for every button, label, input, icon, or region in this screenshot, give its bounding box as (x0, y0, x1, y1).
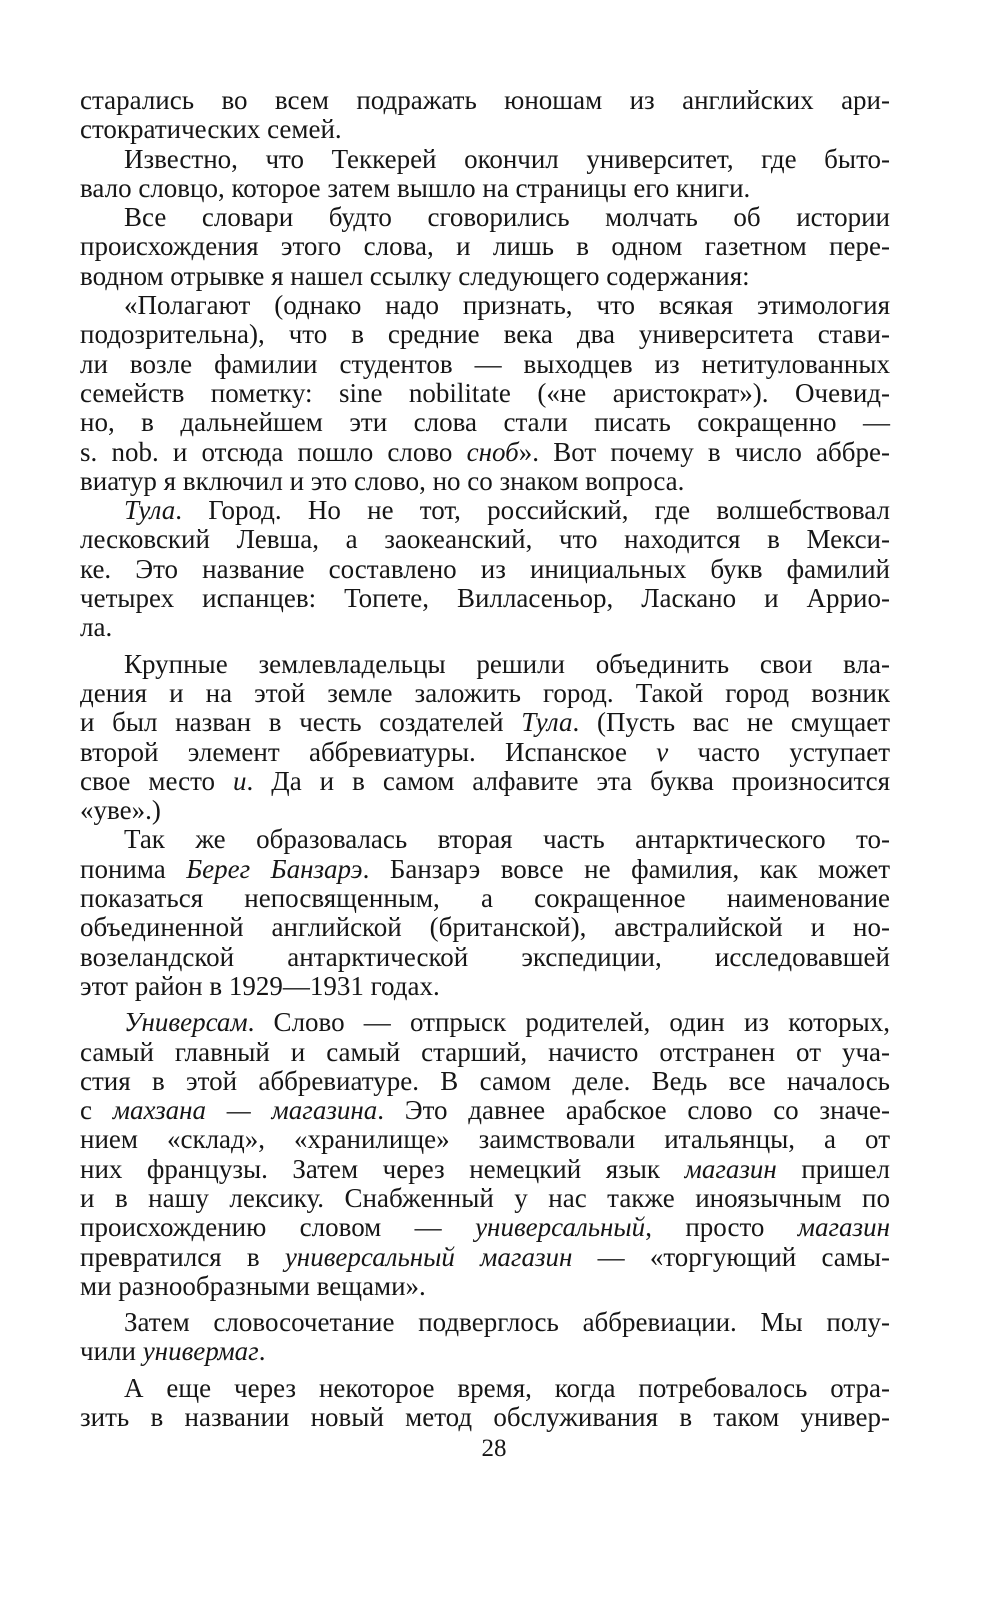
text-line: самый главный и самый старший, начисто отстранен от уча- (80, 1036, 890, 1067)
text-line: нием «склад», «хранилище» заимствовали итальянцы, а от (80, 1124, 890, 1155)
italic-term: универсальный (475, 1212, 646, 1243)
text-line: Так же образовалась вторая часть антарктического то- (124, 824, 890, 855)
text-line: второй элемент аббревиатуры. Испанское v часто уступает (80, 736, 891, 767)
italic-term: v (656, 736, 669, 767)
italic-term: магазин (797, 1212, 890, 1243)
text-line: этот район в 1929—1931 годах. (80, 970, 440, 1001)
text-line: зить в названии новый метод обслуживания в таком универ- (80, 1402, 890, 1433)
text-line: дения и на этой земле заложить город. Такой город возник (80, 677, 890, 708)
italic-term: Берег Банзарэ (186, 853, 363, 884)
text-line: Все словари будто сговорились молчать об истории (124, 202, 890, 233)
text-line: подозрительна), что в средние века два университета стави- (80, 319, 890, 350)
text-line: Универсам. Слово — отпрыск родителей, один из которых, (124, 1007, 890, 1038)
text-line: происхождения этого слова, и лишь в одном газетном пере- (80, 231, 890, 262)
text-line: ли возле фамилии студентов — выходцев из нетитулованных (80, 348, 890, 379)
italic-term: универсальный магазин (284, 1241, 573, 1272)
text-line: чили универмаг. (80, 1336, 266, 1367)
text-line: свое место и. Да и в самом алфавите эта буква произносится (80, 765, 891, 796)
text-line: них французы. Затем через немецкий язык магазин пришел (80, 1153, 890, 1184)
text-line: s. nob. и отсюда пошло слово сноб». Вот почему в число аббре- (80, 436, 890, 467)
page-body (80, 86, 890, 1432)
text-line: и был назван в честь создателей Тула. (Пусть вас не смущает (80, 707, 890, 738)
text-line: виатур я включил и это слово, но со знаком вопроса. (80, 465, 685, 496)
text-line: стия в этой аббревиатуре. В самом деле. Ведь все началось (80, 1065, 890, 1096)
page-number: 28 (481, 1435, 507, 1462)
text-line: объединенной английской (британской), австралийской и но- (80, 912, 890, 943)
text-line: Известно, что Теккерей окончил университет, где быто- (124, 143, 890, 174)
italic-term: магазин (684, 1153, 777, 1184)
text-line: ми разнообразными вещами». (80, 1270, 426, 1301)
text-line: лесковский Левша, а заокеанский, что находится в Мекси- (80, 524, 890, 555)
text-line: показаться непосвященным, а сокращенное наименование (80, 883, 890, 914)
text-line: Тула. Город. Но не тот, российский, где волшебствовал (124, 495, 890, 526)
text-line: четырех испанцев: Топете, Вилласеньор, Ласкано и Аррио- (80, 583, 890, 614)
text-line: и в нашу лексику. Снабженный у нас также иноязычным по (80, 1182, 890, 1213)
text-line: «уве».) (80, 795, 161, 826)
text-line: Крупные землевладельцы решили объединить свои вла- (124, 648, 890, 679)
text-line: семейств пометку: sine nobilitate («не аристократ»). Очевид- (80, 377, 890, 408)
italic-term: сноб (466, 436, 519, 467)
text-line: водном отрывке я нашел ссылку следующего содержания: (80, 260, 750, 291)
italic-term: Тула (521, 707, 573, 738)
italic-term: Тула (124, 495, 176, 526)
text-line: превратился в универсальный магазин — «торгующий самы- (80, 1241, 890, 1272)
italic-term: махзана — магазина (112, 1095, 378, 1126)
text-line: происхождению словом — универсальный, просто магазин (80, 1212, 890, 1243)
text-line: возеландской антарктической экспедиции, исследовавшей (80, 941, 890, 972)
text-line: но, в дальнейшем эти слова стали писать сокращенно — (80, 407, 890, 438)
italic-term: универмаг (142, 1336, 259, 1367)
text-line: ла. (80, 612, 113, 643)
text-line: старались во всем подражать юношам из английских ари- (80, 85, 890, 115)
text-line: «Полагают (однако надо признать, что всякая этимология (124, 290, 890, 321)
text-line: А еще через некоторое время, когда потребовалось отра- (124, 1372, 890, 1403)
text-line: Затем словосочетание подверглось аббревиации. Мы полу- (124, 1307, 890, 1338)
italic-term: Универсам (124, 1007, 248, 1038)
italic-term: и (233, 765, 247, 796)
text-line: стократических семей. (80, 114, 342, 145)
text-line: понима Берег Банзарэ. Банзарэ вовсе не фамилия, как может (80, 853, 890, 884)
text-line: вало словцо, которое затем вышло на страницы его книги. (80, 172, 751, 203)
text-line: с махзана — магазина. Это давнее арабское слово со значе- (80, 1095, 891, 1126)
text-line: ке. Это название составлено из инициальных букв фамилий (80, 553, 890, 584)
